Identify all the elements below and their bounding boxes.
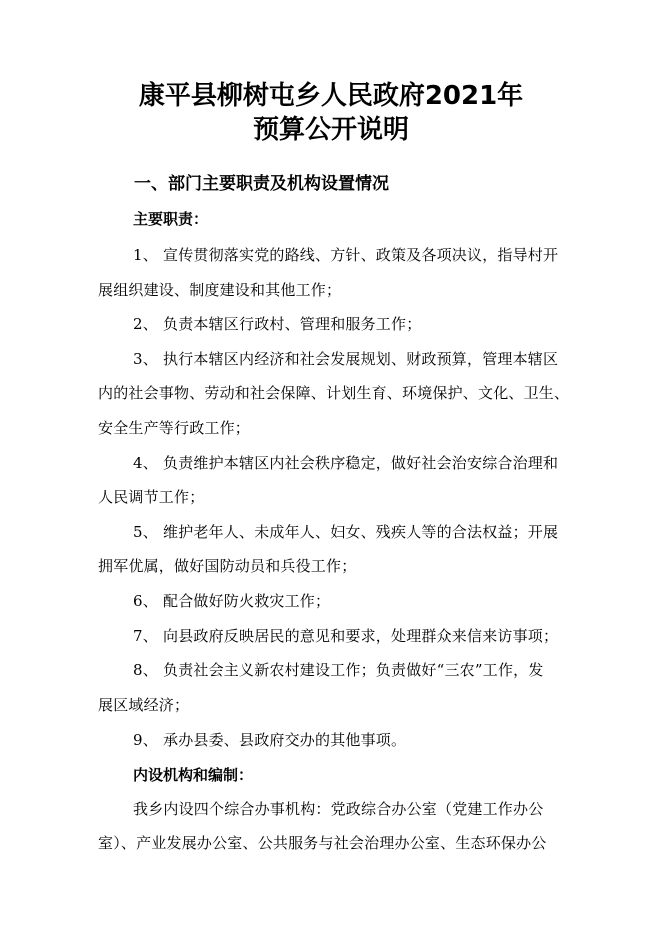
duty-item-text: 负责维护本辖区内社会秩序稳定，做好社会治安综合治理和 [163,454,559,472]
duty-item-text: 负责社会主义新农村建设工作；负责做好“三农”工作，发 [163,661,544,679]
org-paragraph-line-2: 室）、产业发展办公室、公共服务与社会治理办公室、生态环保办公 [98,834,547,852]
duty-item-9 [133,728,406,752]
duty-item-number: 4、 [133,454,158,472]
duty-item-number: 1、 [133,246,158,264]
duty-item-6 [133,589,330,613]
duty-item-3-continuation-1: 内的社会事物、劳动和社会保障、计划生育、环境保护、文化、卫生、 [98,384,570,402]
duty-item-text: 执行本辖区内经济和社会发展规划、财政预算，管理本辖区 [163,350,559,368]
document-title-line-2: 预算公开说明 [252,115,409,145]
duty-item-number: 8、 [133,661,158,679]
duty-item-3 [133,347,558,371]
duties-label: 主要职责： [133,210,209,228]
duty-item-text: 配合做好防火救灾工作； [163,592,331,610]
document-title-line-1: 康平县柳树屯乡人民政府2021年 [138,81,524,111]
duty-item-3-continuation-2: 安全生产等行政工作； [98,419,251,437]
duty-item-number: 3、 [133,350,158,368]
duty-item-8 [133,658,544,682]
duty-item-text: 向县政府反映居民的意见和要求，处理群众来信来访事项； [163,627,559,645]
duty-item-number: 5、 [133,523,158,541]
duty-item-5-continuation: 拥军优属，做好国防动员和兵役工作； [98,557,357,575]
duty-item-1-continuation: 展组织建设、制度建设和其他工作； [98,281,342,299]
duty-item-7 [133,624,558,648]
duty-item-number: 7、 [133,627,158,645]
org-paragraph-line-1: 我乡内设四个综合办事机构：党政综合办公室（党建工作办公 [133,800,544,818]
internal-structure-label: 内设机构和编制： [133,766,254,784]
duty-item-text: 负责本辖区行政村、管理和服务工作； [163,315,422,333]
duty-item-text: 维护老年人、未成年人、妇女、残疾人等的合法权益；开展 [163,523,559,541]
duty-item-number: 6、 [133,592,158,610]
duty-item-5 [133,520,558,544]
duty-item-text: 承办县委、县政府交办的其他事项。 [163,731,407,749]
duty-item-text: 宣传贯彻落实党的路线、方针、政策及各项决议，指导村开 [163,246,559,264]
duty-item-8-continuation: 展区域经济； [98,696,190,714]
duty-item-number: 9、 [133,731,158,749]
duty-item-1 [133,243,558,267]
section-heading-duties-and-structure: 一、部门主要职责及机构设置情况 [134,174,389,194]
duty-item-4-continuation: 人民调节工作； [98,488,205,506]
duty-item-2 [133,312,421,336]
duty-item-4 [133,451,558,475]
duty-item-number: 2、 [133,315,158,333]
